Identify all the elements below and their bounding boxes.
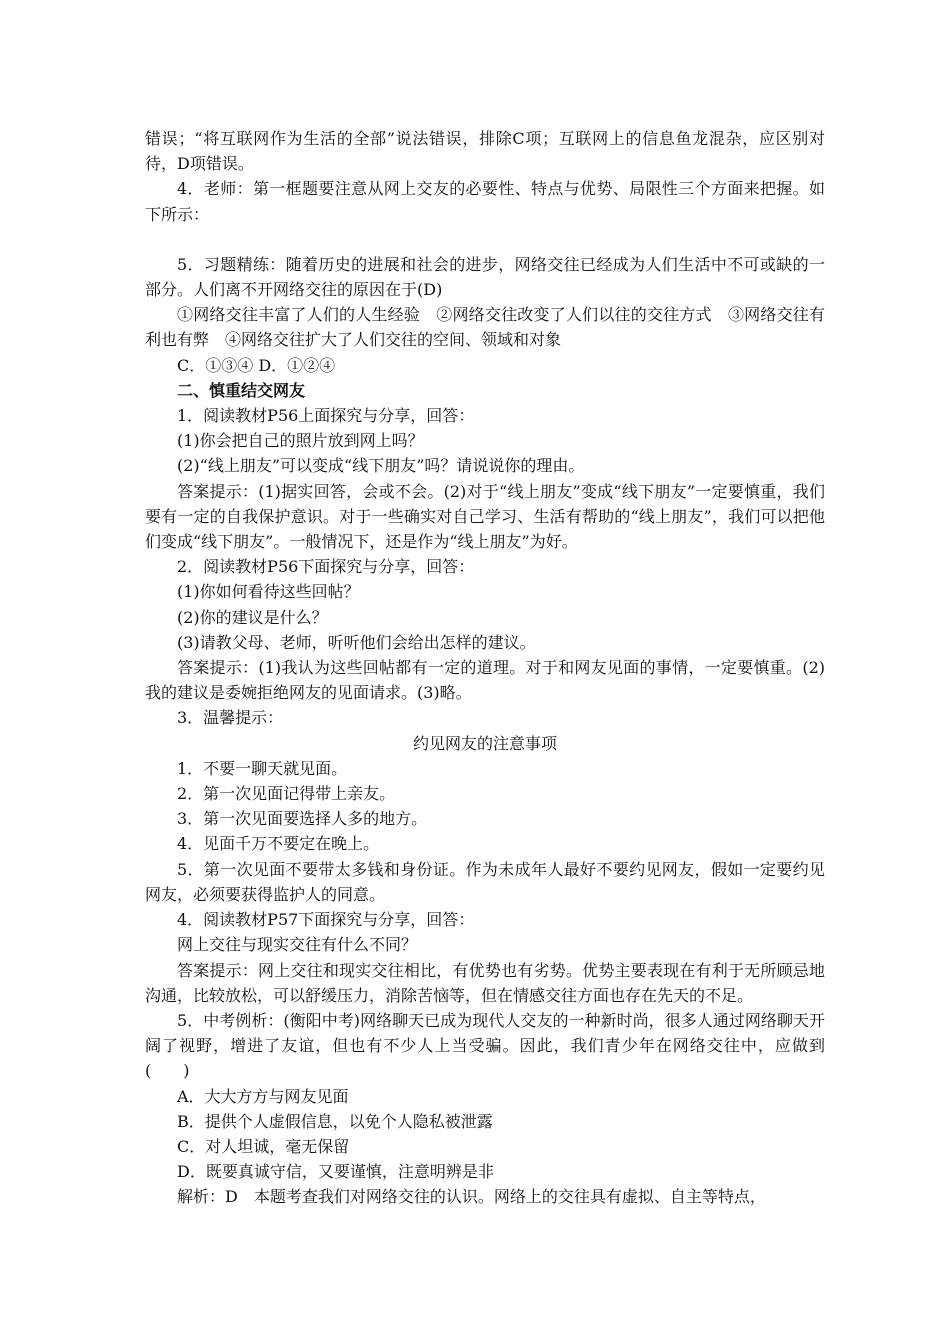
option-c: C．对人坦诚，毫无保留 (177, 1136, 350, 1156)
question-line: 网上交往与现实交往有什么不同？ (177, 935, 418, 955)
question-line: (3)请教父母、老师，听听他们会给出怎样的建议。 (177, 632, 536, 652)
question-line: (2)你的建议是什么？ (177, 607, 328, 627)
option-b: B．提供个人虚假信息，以免个人隐私被泄露 (177, 1111, 493, 1131)
paragraph: 1．阅读教材P56上面探究与分享，回答： (177, 406, 475, 426)
answer-hint: 答案提示：(1)据实回答，会或不会。(2)对于“线上朋友”变成“线下朋友”一定要慎重，我们要有一定的自我保护意识。对于一些确实对自己学习、生活有帮助的“线上朋友”，我们可以把他们变成“线下朋友”。一般情况下，还是作为“线上朋友”为好。 (145, 481, 825, 552)
section-heading: 二、慎重结交网友 (177, 380, 306, 400)
subsection-title: 约见网友的注意事项 (412, 733, 557, 753)
options-paragraph: ①网络交往丰富了人们的人生经验 ②网络交往改变了人们以往的交往方式 ③网络交往有利也有弊 ④网络交往扩大了人们交往的空间、领域和对象 (145, 305, 825, 350)
blank-line (145, 227, 825, 252)
answer-choices: C．①③④ D．①②④ (177, 355, 336, 375)
question-line: (2)“线上朋友”可以变成“线下朋友”吗？请说说你的理由。 (177, 456, 585, 476)
answer-hint: 答案提示：(1)我认为这些回帖都有一定的道理。对于和网友见面的事情，一定要慎重。(2)我的建议是委婉拒绝网友的见面请求。(3)略。 (145, 658, 825, 703)
list-item: 4．见面千万不要定在晚上。 (177, 834, 380, 854)
paragraph: 4．阅读教材P57下面探究与分享，回答： (177, 910, 475, 930)
option-d: D．既要真诚守信，又要谨慎，注意明辨是非 (177, 1162, 494, 1182)
exam-question: 5．中考例析：(衡阳中考)网络聊天已成为现代人交友的一种新时尚，很多人通过网络聊天开阔了视野，增进了友谊，但也有不少人上当受骗。因此，我们青少年在网络交往中，应做到( ) (145, 1010, 825, 1081)
list-item: 5．第一次见面不要带太多钱和身份证。作为未成年人最好不要约见网友，假如一定要约见网友，必须要获得监护人的同意。 (145, 859, 825, 904)
list-item: 1．不要一聊天就见面。 (177, 758, 348, 778)
paragraph: 4．老师：第一框题要注意从网上交友的必要性、特点与优势、局限性三个方面来把握。如下所示： (145, 179, 825, 224)
paragraph: 5．习题精练：随着历史的进展和社会的进步，网络交往已经成为人们生活中不可或缺的一部分。人们离不开网络交往的原因在于(D) (145, 254, 825, 300)
paragraph: 2．阅读教材P56下面探究与分享，回答： (177, 557, 475, 577)
analysis: 解析：D 本题考查我们对网络交往的认识。网络上的交往具有虚拟、自主等特点， (177, 1187, 766, 1207)
document-body (145, 126, 825, 1210)
paragraph: 错误；“将互联网作为生活的全部”说法错误，排除C项；互联网上的信息鱼龙混杂，应区别对待，D项错误。 (145, 129, 825, 174)
list-item: 2．第一次见面记得带上亲友。 (177, 784, 396, 804)
paragraph: 3．温馨提示： (177, 708, 284, 728)
list-item: 3．第一次见面要选择人多的地方。 (177, 809, 428, 829)
option-a: A．大大方方与网友见面 (177, 1086, 349, 1106)
question-line: (1)你会把自己的照片放到网上吗？ (177, 431, 424, 451)
question-line: (1)你如何看待这些回帖？ (177, 582, 360, 602)
answer-hint: 答案提示：网上交往和现实交往相比，有优势也有劣势。优势主要表现在有利于无所顾忌地沟通，比较放松，可以舒缓压力，消除苦恼等，但在情感交往方面也存在先天的不足。 (145, 960, 825, 1005)
